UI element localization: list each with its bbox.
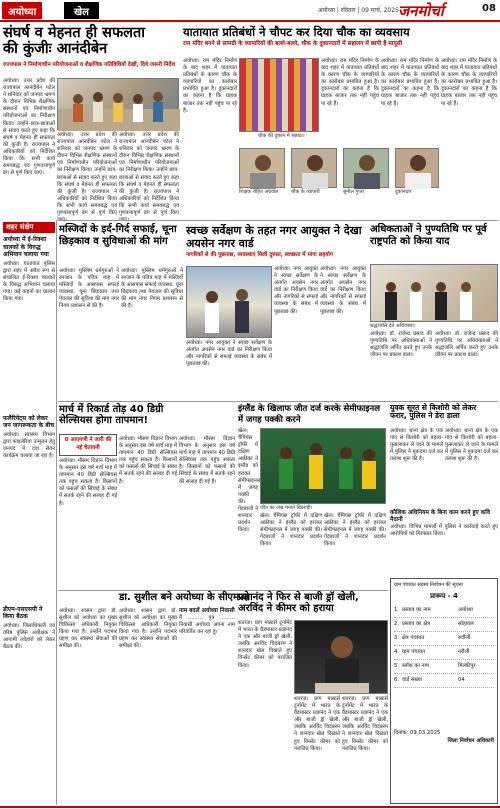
photo-caption: जीत का जश्न मनाते खिलाड़ी।	[260, 505, 313, 511]
masthead-logo: जनमोर्चा	[398, 2, 444, 20]
headline-survey[interactable]: स्वच्छ सर्वेक्षण के तहत नगर आयुक्त ने देखा अयसेन नगर वार्ड	[186, 224, 362, 250]
brief-body: अयोध्या। यातायात पुलिस द्वारा शहर में अवैध रूप से संचालित ई-रिक्शा चालकों के विरुद्ध अभियान चलाया गया। कई वाहनों का चालान किया गया।	[3, 260, 55, 302]
officials-icon	[187, 267, 273, 339]
article-body: शतरंज। प्राग मास्टर्स टूर्नामेंट में भारत के ग्रैंडमास्टर प्रज्ञानंद ने एक और बाजी ड्रॉ खेली, जबकि अरविंद चिदंबरम ने शानदार खेल दिखाते हुए विन्सेंट कीमर को पराजित किया।	[238, 620, 292, 669]
article-body-col3: अयोध्या। उत्तर प्रदेश की राज्यपाल आनंदीबेन पटेल ने शनिवार को जनपद भ्रमण के दौरान विभिन्न शैक्षणिक संस्थानों एवं निर्माणाधीन परियोजनाओं का निरीक्षण किया। उन्होंने छात्र-छात्राओं से संवाद करते हुए कहा कि संघर्ष व मेहनत ही सफलता की कुंजी है। राज्यपाल ने अधिकारियों को निर्देशित किया कि सभी कार्य समयबद्ध एवं गुणवत्तापूर्ण ढंग से पूर्ण किए	[119, 132, 179, 217]
photo-caption: श्रद्धांजलि देते अधिवक्ता।	[370, 323, 416, 329]
row-value: 04	[458, 676, 465, 683]
row-label: प्रस्ताव का क्षेत्र	[402, 620, 430, 627]
article-body-col4: अयोध्या। राम मंदिर निर्माण के बाद शहर में यातायात प्रतिबंधों के कारण चौक के व्यापारियों का कारोबार प्रभावित हुआ है। दुकानदारों का कहना है कि ग्राहक बाजार तक नहीं पहुंच पा रहे हैं।	[441, 58, 497, 107]
headline-line2[interactable]: की कुंजीः आनंदीबेन	[3, 40, 108, 57]
person-photo-row	[239, 140, 439, 220]
brief-item[interactable]	[3, 606, 55, 783]
row-label: प्रस्ताव का नाम	[402, 606, 431, 613]
headline-line2[interactable]: अरविंद ने कीमर को हराया	[238, 603, 334, 614]
brief-item[interactable]	[3, 236, 55, 411]
person-caption: सुनील गुप्ता	[343, 189, 364, 195]
sidebar-title: शहर संक्षेप	[3, 222, 55, 233]
strapline: राम मंदिर बनने से सामग्री के व्यापारियों की बल्ले-बल्ले, चौक के दुकानदारों में सहालग में छायी है मायूसी	[183, 41, 403, 47]
headline-advocates[interactable]: अधिकताओं ने पुण्यतिथि पर पूर्व राष्ट्रपति को किया याद	[370, 224, 487, 247]
callout-text-2: नई चेतावनी	[76, 445, 100, 451]
article-body-col3: शतरंज। प्राग मास्टर्स टूर्नामेंट में भारत के ग्रैंडमास्टर प्रज्ञानंद ने एक और बाजी ड्रॉ खेली, जबकि अरविंद चिदंबरम ने शानदार खेल दिखाते हुए विन्सेंट कीमर को पराजित किया।	[342, 696, 388, 752]
notice-heading: प्रारूप - 4	[430, 591, 458, 600]
notice-body: मैं ......... पुत्र ......... निवासी अयोध्या अपना नाम परिवर्तित कर रहा हूं।	[179, 615, 235, 636]
headline[interactable]: युवक सूरत से किशोरी को लेकर	[390, 403, 477, 412]
article-body-col2: खेल। चैंपियंस ट्रॉफी में दक्षिण अफ्रीका ने इंग्लैंड को हराकर सेमीफाइनल में जगह पक्की की। गेंदबाजों ने शानदार प्रदर्शन किया।	[260, 513, 322, 548]
story-lead-governor	[3, 26, 179, 78]
column-divider	[56, 220, 57, 805]
notice-row	[394, 646, 494, 660]
brief-headline: अयोध्या में ई-रिक्शा चालकों के विरुद्ध अभियान चलाया गया	[3, 236, 49, 258]
headline-mosque[interactable]: मस्जिदों के इर्द-गिर्द सफाई, चूना छिड़काव व सुविधाओं की मांग	[59, 224, 177, 247]
person-caption: चौक के व्यापारी	[291, 189, 320, 195]
person-caption: शिक्षक रोहित अग्रवाल	[239, 189, 279, 195]
brief-body: अयोध्या। जिलाधिकारी एवं वरिष्ठ पुलिस अधीक्षक ने आगामी त्योहारों को लेकर बैठक की।	[3, 622, 55, 650]
row-number: 6.	[394, 676, 400, 683]
cricket-photo	[260, 428, 386, 504]
survey-photo	[186, 266, 272, 338]
headline-cricket[interactable]: इंग्लैंड के खिलाफ जीत दर्ज करके सेमीफाइनल में जगह पक्की करने	[238, 404, 380, 425]
person-icon	[240, 149, 286, 189]
notice-table	[394, 604, 494, 688]
notice-row	[394, 604, 494, 618]
article-body-col2: अयोध्या। राम मंदिर निर्माण के बाद शहर में यातायात प्रतिबंधों के कारण चौक के व्यापारियों का कारोबार प्रभावित हुआ है। दुकानदारों का कहना है कि ग्राहक बाजार तक नहीं पहुंच पा रहे हैं।	[321, 58, 379, 107]
article-body: अयोध्या। उत्तर प्रदेश की राज्यपाल आनंदीबेन पटेल ने शनिवार को जनपद भ्रमण के दौरान विभिन्न शैक्षणिक संस्थानों एवं निर्माणाधीन परियोजनाओं का निरीक्षण किया। उन्होंने छात्र-छात्राओं से संवाद करते हुए कहा कि संघर्ष व मेहनत ही सफलता की कुंजी है। राज्यपाल ने अधिकारियों को निर्देशित किया कि सभी कार्य समयबद्ध एवं गुणवत्तापूर्ण ढंग से पूर्ण किए जाएं।	[3, 78, 55, 177]
article-body: अयोध्या। नगर आयुक्त ने स्वच्छ सर्वेक्षण के अंतर्गत अयसेन नगर वार्ड का निरीक्षण किया और नागरिकों से सफाई व्यवस्था के संबंध में पूछताछ की।	[274, 266, 318, 315]
person-photo	[343, 148, 389, 188]
article-body: अयोध्या। मौसम विज्ञान विभाग के अनुसार इस वर्ष मार्च माह में तापमान 40 डिग्री सेल्सियस तक पहुंच सकता है। किसानों को फसलों की सिंचाई के संबंध में सतर्क रहने की सलाह दी गई है।	[59, 458, 117, 507]
page-header	[0, 0, 500, 22]
callout-box	[59, 434, 117, 456]
brief-body: अयोध्या। विभिन्न मामलों में पुलिस ने कार्रवाई करते हुए आरोपियों को गिरफ्तार किया।	[390, 524, 498, 538]
callout-text: 0 आएगणी ने जारी की	[64, 437, 112, 443]
notice-row	[394, 660, 494, 674]
article-body-col3: अयोध्या। मौसम विज्ञान विभाग के अनुसार इस वर्ष मार्च माह में तापमान 40 डिग्री सेल्सियस तक पहुंच सकता है। किसानों को फसलों की सिंचाई के संबंध में सतर्क रहने की सलाह दी गई है।	[179, 436, 235, 485]
article-body-col2: अयोध्या। शासन द्वारा डॉ. सुशील को अयोध्या का मुख्य चिकित्सा अधिकारी नियुक्त किया गया है। उन्होंने पदभार ग्रहण कर स्वास्थ्य सेवाओं की समीक्षा की।	[119, 608, 177, 650]
person-icon	[344, 149, 390, 189]
article-body-col3: अयोध्या। राम मंदिर निर्माण के बाद शहर में यातायात प्रतिबंधों के कारण चौक के व्यापारियों का कारोबार प्रभावित हुआ है। दुकानदारों का कहना है कि ग्राहक बाजार तक नहीं पहुंच पा रहे हैं।	[381, 58, 439, 107]
row-value: मिल्कीपुर	[458, 662, 476, 669]
notice-row	[394, 632, 494, 646]
brief-item[interactable]	[390, 510, 498, 579]
article-body-col2: अयोध्या। नगर आयुक्त ने स्वच्छ सर्वेक्षण के अंतर्गत अयसेन नगर वार्ड का निरीक्षण किया और नागरिकों से सफाई व्यवस्था के संबंध में पूछताछ की।	[320, 266, 366, 315]
brief-headline: कौशिक अधिनियम के बिना काम करने हुए कवि मैदानी	[390, 510, 490, 523]
chess-photo	[294, 620, 388, 694]
name-change-notice[interactable]	[179, 608, 235, 785]
headline[interactable]: प्रज्ञानंद ने फिर से बाजी ड्रॉ खेली,	[238, 592, 359, 603]
players-icon	[261, 429, 387, 505]
election-notice	[390, 578, 498, 804]
article-body-col2: अयोध्या। थाना क्षेत्र के एक गांव से किशोरी को बहला-फुसलाकर ले जाने के मामले में पुलिस ने मुकदमा दर्ज कर तलाश शुरू की है।	[445, 428, 498, 463]
article-body-col2: अयोध्या। मुस्लिम धर्मगुरुओं ने रमजान के पवित्र माह में मस्जिदों के आसपास सफाई व्यवस्था, चूना छिड़काव तथा पेयजल की सुविधा की मांग नगर निगम प्रशासन से की है।	[121, 268, 183, 310]
headline[interactable]: संघर्ष व मेहनत ही सफलता	[3, 25, 145, 41]
headline[interactable]: मार्च में रिकार्ड तोड़ 40 डिग्री	[59, 404, 164, 415]
brief-item[interactable]	[3, 415, 55, 602]
article-body-col3: अयोध्या। नगर आयुक्त ने स्वच्छ सर्वेक्षण के अंतर्गत अयसेन नगर वार्ड का निरीक्षण किया और नागरिकों से सफाई व्यवस्था के संबंध में पूछताछ की।	[186, 340, 272, 368]
row-number: 4.	[394, 648, 400, 655]
page-number: 08	[482, 3, 496, 14]
subsection-tag[interactable]: खेल	[64, 2, 99, 19]
row-label: ग्राम पंचायत	[402, 648, 426, 655]
strapline: राज्यपाल ने निर्माणाधीन परियोजनाओं व शैक्षणिक गतिविधियों देखीं, दिये जरूरी निर्देश	[3, 62, 176, 68]
horizontal-rule	[58, 220, 498, 221]
article-body: अयोध्या। शासन द्वारा डॉ. सुशील को अयोध्या का मुख्य चिकित्सा अधिकारी नियुक्त किया गया है। उन्होंने पदभार ग्रहण कर स्वास्थ्य सेवाओं की समीक्षा की।	[59, 608, 117, 650]
horizontal-rule	[58, 401, 498, 402]
row-number: 3.	[394, 634, 400, 641]
row-value: सोहावल	[458, 620, 474, 627]
headline-line2[interactable]: फरार, पुलिस ने डेरा डाला	[390, 411, 460, 421]
row-value: नरौली	[458, 648, 470, 655]
person-caption: दुकानदार	[395, 189, 412, 195]
article-body: अयोध्या। राम मंदिर निर्माण के बाद शहर में यातायात प्रतिबंधों के कारण चौक के व्यापारियों का कारोबार प्रभावित हुआ है। दुकानदारों का कहना है कि ग्राहक बाजार तक नहीं पहुंच पा रहे हैं।	[183, 58, 237, 114]
person-photo	[239, 148, 285, 188]
section-tag[interactable]: अयोध्या	[2, 2, 42, 19]
person-photo	[395, 148, 439, 188]
headline-line2[interactable]: सेल्सियस होगा तापमान!	[59, 415, 149, 426]
headline-traffic[interactable]: यातायात प्रतिबंधों ने चौपट कर दिया चौक का व्यवसाय	[183, 25, 410, 39]
dateline: अयोध्या | रविवार | 09 मार्च, 2025	[318, 7, 399, 14]
notice-row	[394, 674, 494, 688]
group-photo-icon	[371, 265, 499, 323]
person-photo	[291, 148, 337, 188]
group-photo-icon	[58, 79, 180, 131]
person-icon	[292, 149, 338, 189]
person-icon	[396, 149, 440, 189]
notice-intro: ग्राम पंचायत सदस्य निर्वाचन की सूचना	[394, 582, 463, 588]
photo-caption: चौक की दुकान में सन्नाटा।	[258, 133, 305, 139]
row-label: ब्लॉक का नाम	[402, 662, 430, 669]
brief-body: अयोध्या। स्वास्थ्य विभाग द्वारा फाइलेरिया उन्मूलन हेतु जनपद में दवा सेवन कार्यक्रम चलाया जा रहा है।	[3, 431, 55, 459]
article-body-col2: अयोध्या। मौसम विज्ञान विभाग के अनुसार इस वर्ष मार्च माह में तापमान 40 डिग्री सेल्सियस तक पहुंच सकता है। किसानों को फसलों की सिंचाई के संबंध में सतर्क रहने की सलाह दी गई है।	[119, 436, 177, 485]
article-body: अयोध्या। मुस्लिम धर्मगुरुओं ने रमजान के पवित्र माह में मस्जिदों के आसपास सफाई व्यवस्था, चूना छिड़काव तथा पेयजल की सुविधा की मांग नगर निगम प्रशासन से की है।	[59, 268, 119, 310]
city-briefs-sidebar	[3, 222, 55, 802]
brief-headline: डीएम-एसएसपी ने किया बैठक	[3, 605, 43, 620]
row-label: वार्ड संख्या	[402, 676, 422, 683]
headline-cmo[interactable]: डा. सुशील बने अयोध्या के सीएमओ	[119, 592, 250, 603]
article-body: अयोध्या। थाना क्षेत्र के एक गांव से किशोरी को बहला-फुसलाकर ले जाने के मामले में पुलिस ने मुकदमा दर्ज कर तलाश शुरू की है।	[390, 428, 443, 463]
article-body-col2: अयोध्या। उत्तर प्रदेश की राज्यपाल आनंदीबेन पटेल ने शनिवार को जनपद भ्रमण के दौरान विभिन्न शैक्षणिक संस्थानों एवं निर्माणाधीन परियोजनाओं का निरीक्षण किया। उन्होंने छात्र-छात्राओं से संवाद करते हुए कहा कि संघर्ष व मेहनत ही सफलता की कुंजी है। राज्यपाल ने अधिकारियों को निर्देशित किया कि सभी कार्य समयबद्ध एवं गुणवत्तापूर्ण ढंग से पूर्ण किए	[57, 132, 117, 217]
row-value: अयोध्या	[458, 606, 473, 613]
article-body-col3: खेल। चैंपियंस ट्रॉफी में दक्षिण अफ्रीका ने इंग्लैंड को हराकर सेमीफाइनल में जगह पक्की की। गेंदबाजों ने शानदार प्रदर्शन किया।	[324, 513, 386, 548]
governor-photo	[57, 78, 179, 130]
footer-rule	[0, 806, 500, 808]
article-body: खेल। चैंपियंस ट्रॉफी में दक्षिण अफ्रीका ने इंग्लैंड को हराकर सेमीफाइनल में जगह पक्की की। गेंदबाजों ने शानदार प्रदर्शन किया।	[238, 428, 261, 534]
brief-headline: फलैरियेट्स को लेकर जन जागरूकता के बीच	[3, 414, 55, 429]
article-body-col2: अयोध्या। डॉ. राजेन्द्र प्रसाद की पुण्यतिथि पर अधिवक्ताओं ने श्रद्धांजलि अर्पित करते हुए उनके जीवन पर प्रकाश डाला।	[435, 331, 498, 359]
row-label: क्षेत्र पंचायत	[402, 634, 425, 641]
row-number: 1.	[394, 606, 400, 613]
article-body-col2: शतरंज। प्राग मास्टर्स टूर्नामेंट में भारत के ग्रैंडमास्टर प्रज्ञानंद ने एक और बाजी ड्रॉ खेली, जबकि अरविंद चिदंबरम ने शानदार खेल दिखाते हुए विन्सेंट कीमर को पराजित किया।	[294, 696, 340, 752]
row-value: रुदौली	[458, 634, 471, 641]
row-number: 2.	[394, 620, 400, 627]
notice-headline: नाम बदलें अयोध्या निवासी	[179, 608, 235, 614]
horizontal-rule	[58, 590, 388, 591]
advocates-photo	[370, 264, 498, 322]
chess-player-icon	[295, 621, 389, 695]
market-photo	[239, 58, 319, 132]
article-body: अयोध्या। डॉ. राजेन्द्र प्रसाद की पुण्यतिथि पर अधिवक्ताओं ने श्रद्धांजलि अर्पित करते हुए उनके जीवन पर प्रकाश डाला।	[370, 331, 432, 359]
row-number: 5.	[394, 662, 400, 669]
notice-date: दिनांक: 09.03.2025	[394, 729, 441, 736]
notice-row	[394, 618, 494, 632]
notice-signature: जिला निर्वाचन अधिकारी	[447, 737, 494, 744]
strapline: नागरिकों से की पूछताछ, व्यवस्थाएं मिली दुरुस्त, स्वच्छता में मांगा सहयोग	[186, 252, 333, 258]
